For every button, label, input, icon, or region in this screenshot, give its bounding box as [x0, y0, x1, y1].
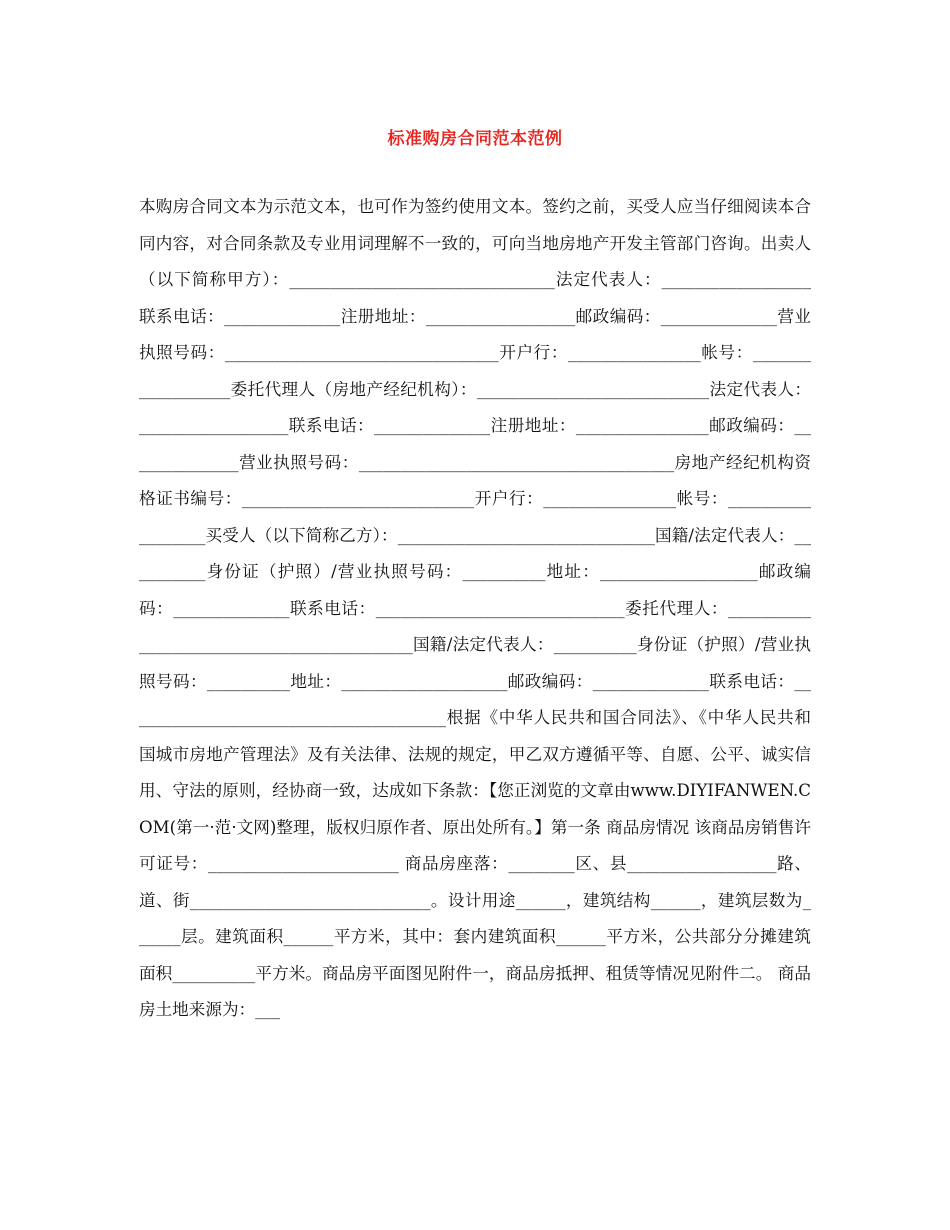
document-title: 标准购房合同范本范例	[387, 129, 563, 149]
contract-body-text: 本购房合同文本为示范文本，也可作为签约使用文本。签约之前，买受人应当仔细阅读本合同内容，对合同条款及专业用词理解不一致的，可向当地房地产开发主管部门咨询。出卖人（以下简称甲方）：________________________________法定代表人：__________________联系电话：______________注册地址：__________________邮政编码：______________营业执照号码：_________________________________开户行：________________帐号：__________________委托代理人（房地产经纪机构）：____________________________法定代表人：__________________联系电话：______________注册地址：________________邮政编码：______________营业执照号码：______________________________________房地产经纪机构资格证书编号：____________________________开户行：________________帐号：__________________买受人（以下简称乙方）：_______________________________国籍/法定代表人：__________身份证（护照）/营业执照号码：__________地址：___________________邮政编码：______________联系电话：______________________________委托代理人：___________________________________________国籍/法定代表人：__________身份证（护照）/营业执照号码：__________地址：____________________邮政编码：______________联系电话：_______________________________________根据《中华人民共和国合同法》、《中华人民共和国城市房地产管理法》及有关法律、法规的规定，甲乙双方遵循平等、自愿、公平、诚实信用、守法的原则，经协商一致，达成如下条款：【您正浏览的文章由www.DIYIFANWEN.COM(第一·范·文网)整理，版权归原作者、原出处所有。】第一条 商品房情况 该商品房销售许可证号：_______________________ 商品房座落：________区、县__________________路、道、街_____________________________。设计用途______，建筑结构______，建筑层数为______层。建筑面积______平方米，其中：套内建筑面积______平方米，公共部分分摊建筑面积__________平方米。商品房平面图见附件一，商品房抵押、租赁等情况见附件二。 商品房土地来源为：___	[139, 197, 811, 1019]
